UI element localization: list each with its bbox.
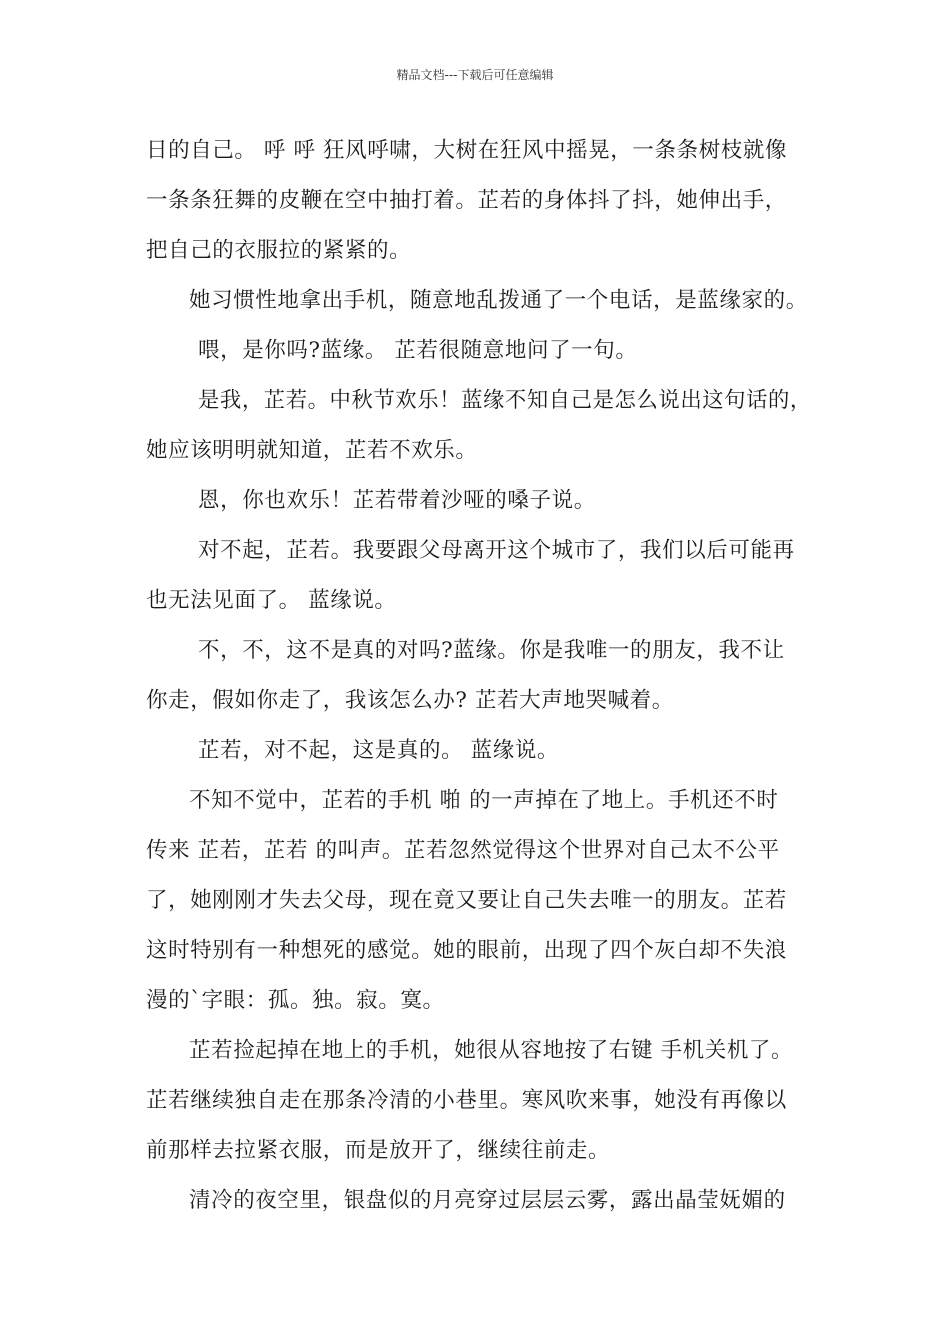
text-line: 不知不觉中，芷若的手机 啪 的一声掉在了地上。手机还不时 <box>189 788 779 813</box>
text-line: 漫的`字眼：孤。独。寂。寞。 <box>146 988 445 1013</box>
text-line: 芷若捡起掉在地上的手机，她很从容地按了右键 手机关机了。 <box>189 1038 794 1063</box>
page-header: 精品文档---下载后可任意编辑 <box>396 68 554 82</box>
text-line: 日的自己。 呼 呼 狂风呼啸，大树在狂风中摇晃，一条条树枝就像 <box>146 138 788 163</box>
text-line: 一条条狂舞的皮鞭在空中抽打着。芷若的身体抖了抖，她伸出手， <box>146 188 787 213</box>
text-line: 这时特别有一种想死的感觉。她的眼前，出现了四个灰白却不失浪 <box>146 938 787 963</box>
text-line: 前那样去拉紧衣服，而是放开了，继续往前走。 <box>146 1138 611 1163</box>
text-line: 喂，是你吗?蓝缘。 芷若很随意地问了一句。 <box>198 338 638 363</box>
text-line: 了，她刚刚才失去父母，现在竟又要让自己失去唯一的朋友。芷若 <box>146 888 787 913</box>
text-line: 把自己的衣服拉的紧紧的。 <box>146 238 412 263</box>
text-line: 你走，假如你走了，我该怎么办? 芷若大声地哭喊着。 <box>146 688 674 713</box>
text-line: 对不起，芷若。我要跟父母离开这个城市了，我们以后可能再 <box>198 538 795 563</box>
text-line: 也无法见面了。 蓝缘说。 <box>146 588 397 613</box>
text-line: 传来 芷若，芷若 的叫声。芷若忽然觉得这个世界对自己太不公平 <box>146 838 780 863</box>
text-line: 芷若，对不起，这是真的。 蓝缘说。 <box>198 738 560 763</box>
text-line: 是我，芷若。中秋节欢乐！蓝缘不知自己是怎么说出这句话的， <box>198 388 812 413</box>
text-line: 她习惯性地拿出手机，随意地乱拨通了一个电话，是蓝缘家的。 <box>189 288 808 313</box>
text-line: 清冷的夜空里，银盘似的月亮穿过层层云雾，露出晶莹妩媚的 <box>189 1188 786 1213</box>
text-line: 不，不，这不是真的对吗?蓝缘。你是我唯一的朋友，我不让 <box>198 638 785 663</box>
text-line: 她应该明明就知道，芷若不欢乐。 <box>146 438 478 463</box>
text-line: 恩，你也欢乐！芷若带着沙哑的嗓子说。 <box>198 488 596 513</box>
text-line: 芷若继续独自走在那条冷清的小巷里。寒风吹来事，她没有再像以 <box>146 1088 787 1113</box>
